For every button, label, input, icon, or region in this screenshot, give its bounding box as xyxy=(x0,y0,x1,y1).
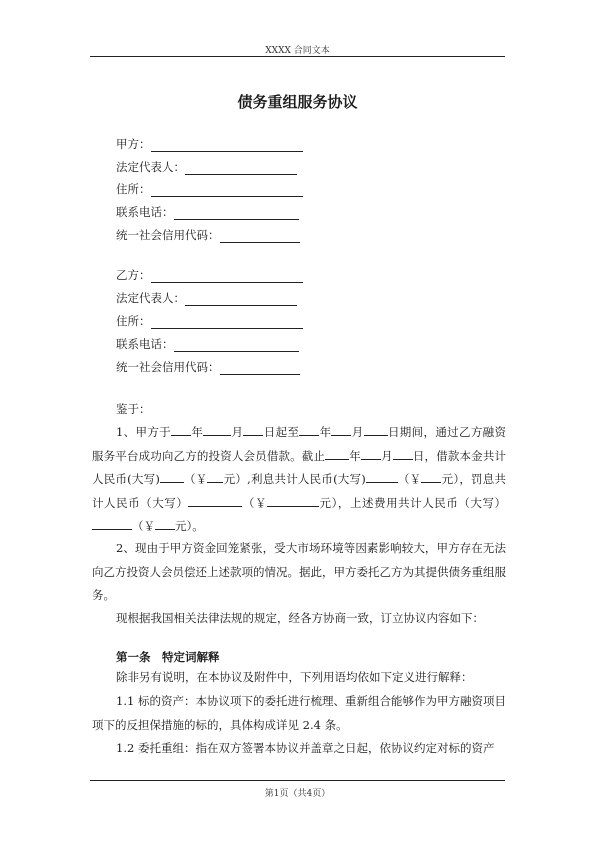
blank-line xyxy=(220,229,300,243)
party-b-address-field xyxy=(116,313,303,329)
blank-line xyxy=(151,269,303,283)
header-rule xyxy=(90,56,505,57)
footer-rule xyxy=(90,780,505,781)
whereas-clause-2: 2、现由于甲方资金回笼紧张，受大市场环境等因素影响较大，甲方存在无法向乙方投资人会员偿还上述款项的情况。据此，甲方委托乙方为其提供债务重组服务。 xyxy=(92,541,506,602)
blank-line xyxy=(220,361,300,375)
field-label: 统一社会信用代码： xyxy=(116,228,220,242)
party-b-name-field xyxy=(116,267,303,283)
blank-line xyxy=(174,206,299,220)
field-label: 法定代表人： xyxy=(116,160,185,174)
field-label: 住所： xyxy=(116,314,151,328)
definition-1-2: 1.2 委托重组：指在双方签署本协议并盖章之日起，依协议约定对标的资产 xyxy=(116,741,495,755)
party-a-rep-field xyxy=(116,159,297,175)
field-label: 法定代表人： xyxy=(116,291,185,305)
document-title: 债务重组服务协议 xyxy=(237,93,358,111)
field-label: 乙方： xyxy=(116,268,151,282)
field-label: 甲方： xyxy=(116,137,151,151)
whereas-clause-1: 1、甲方于 年 月 日起至 年 月 日期间，通过乙方融资服务平台成功向乙方的投资人会员借款。截止 年 月 日，借款本金共计人民币(大写) （￥ 元）,利息共计人民币(大写) （￥ 元），罚息共计人民币（大写） （￥ 元），上述费用共计人民币（大写）（￥ 元）。 xyxy=(92,421,506,539)
blank-line xyxy=(151,138,303,152)
blank-line xyxy=(185,292,297,306)
article-1-heading: 第一条 特定词解释 xyxy=(116,650,220,664)
definition-1-1: 1.1 标的资产：本协议项下的委托进行梳理、重新组合能够作为甲方融资项目项下的反担保措施的标的，具体构成详见 2.4 条。 xyxy=(92,694,506,732)
article-1-intro: 除非另有说明，在本协议及附件中，下列用语均依如下定义进行解释： xyxy=(116,670,473,684)
whereas-heading: 鉴于： xyxy=(116,402,151,416)
page-number: 第1页（共4页） xyxy=(264,789,331,799)
party-a-phone-field xyxy=(116,204,299,220)
party-b-rep-field xyxy=(116,290,297,306)
field-label: 统一社会信用代码： xyxy=(116,360,220,374)
blank-line xyxy=(174,338,299,352)
blank-line xyxy=(151,315,303,329)
party-b-phone-field xyxy=(116,336,299,352)
party-b-credit-code-field xyxy=(116,359,300,375)
field-label: 住所： xyxy=(116,182,151,196)
party-a-address-field xyxy=(116,181,303,197)
field-label: 联系电话： xyxy=(116,205,174,219)
blank-line xyxy=(185,161,297,175)
page-header-text: XXXX 合同文本 xyxy=(265,46,330,56)
agreement-preamble: 现根据我国相关法律法规的规定，经各方协商一致，订立协议内容如下： xyxy=(116,611,484,625)
party-a-name-field xyxy=(116,136,303,152)
party-a-credit-code-field xyxy=(116,227,300,243)
blank-line xyxy=(151,183,303,197)
field-label: 联系电话： xyxy=(116,337,174,351)
